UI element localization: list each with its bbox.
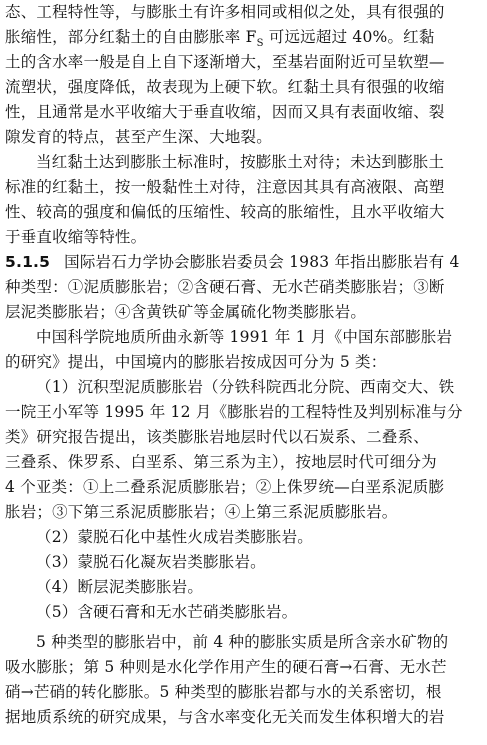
text-line: 三叠系、侏罗系、白垩系、第三系为主），按地层时代可细分为 [5, 453, 437, 471]
text-line: 土的含水率一般是自上自下逐渐增大，至基岩面附近可呈软塑— [5, 53, 445, 71]
list-item: （2）蒙脱石化中基性火成岩类膨胀岩。 [36, 528, 313, 546]
text-line: 据地质系统的研究成果，与含水率变化无关而发生体积增大的岩 [5, 708, 445, 726]
list-item: （5）含硬石膏和无水芒硝类膨胀岩。 [36, 603, 298, 621]
text-line: 种类型：①泥质膨胀岩；②含硬石膏、无水芒硝类膨胀岩；③断 [5, 278, 445, 296]
text-line: 胀缩性，部分红黏土的自由膨胀率 $F_S$ 可远远超过 40%。红黏 [5, 28, 435, 50]
list-item: （4）断层泥类膨胀岩。 [36, 578, 204, 596]
text-line: 性，且通常是水平收缩大于垂直收缩，因而又具有表面收缩、裂 [5, 103, 445, 121]
text-line: 硝→芒硝的转化膨胀。5 种类型的膨胀岩都与水的关系密切，根 [5, 683, 442, 701]
text-line: 隙发育的特点，甚至产生深、大地裂。 [5, 128, 272, 146]
subscript: S [256, 38, 264, 50]
text-line: 的研究》提出，中国境内的膨胀岩按成因可分为 5 类： [5, 353, 387, 371]
text-line: 性、较高的强度和偏低的压缩性、较高的胀缩性，且水平收缩大 [5, 203, 445, 221]
list-item: （3）蒙脱石化凝灰岩类膨胀岩。 [36, 553, 266, 571]
text-line: 胀岩；③下第三系泥质膨胀岩；④上第三系泥质膨胀岩。 [5, 503, 398, 521]
text-line: 4 个亚类：①上二叠系泥质膨胀岩；②上侏罗统—白垩系泥质膨 [5, 478, 445, 496]
section-number: 5.1.5 [5, 253, 51, 271]
text-line: 5 种类型的膨胀岩中，前 4 种的膨胀实质是所含亲水矿物的 [36, 633, 449, 651]
text-line: 类》研究报告提出，该类膨胀岩地层时代以石炭系、二叠系、 [5, 428, 429, 446]
text-line: （1）沉积型泥质膨胀岩（分铁科院西北分院、西南交大、铁 [36, 378, 455, 396]
text-line: 流塑状，强度降低，故表现为上硬下软。红黏土具有很强的收缩 [5, 78, 445, 96]
text-line: 态、工程特性等，与膨胀土有许多相同或相似之处，具有很强的 [5, 3, 445, 21]
section-heading-line: 5.1.5 国际岩石力学协会膨胀岩委员会 1983 年指出膨胀岩有 4 [5, 253, 460, 271]
text-line: 当红黏土达到膨胀土标准时，按膨胀土对待；未达到膨胀土 [36, 153, 445, 171]
text-line: 标准的红黏土，按一般黏性土对待，注意因其具有高液限、高塑 [5, 178, 445, 196]
text-line: 层泥类膨胀岩；④含黄铁矿等金属硫化物类膨胀岩。 [5, 303, 367, 321]
text-line: 中国科学院地质所曲永新等 1991 年 1 月《中国东部膨胀岩 [36, 328, 453, 346]
text-line: 一院王小军等 1995 年 12 月《膨胀岩的工程特性及判别标准与分 [5, 403, 463, 421]
text-line: 于垂直收缩等特性。 [5, 228, 147, 246]
text-line: 吸水膨胀；第 5 种则是水化学作用产生的硬石膏→石膏、无水芒 [5, 658, 447, 676]
